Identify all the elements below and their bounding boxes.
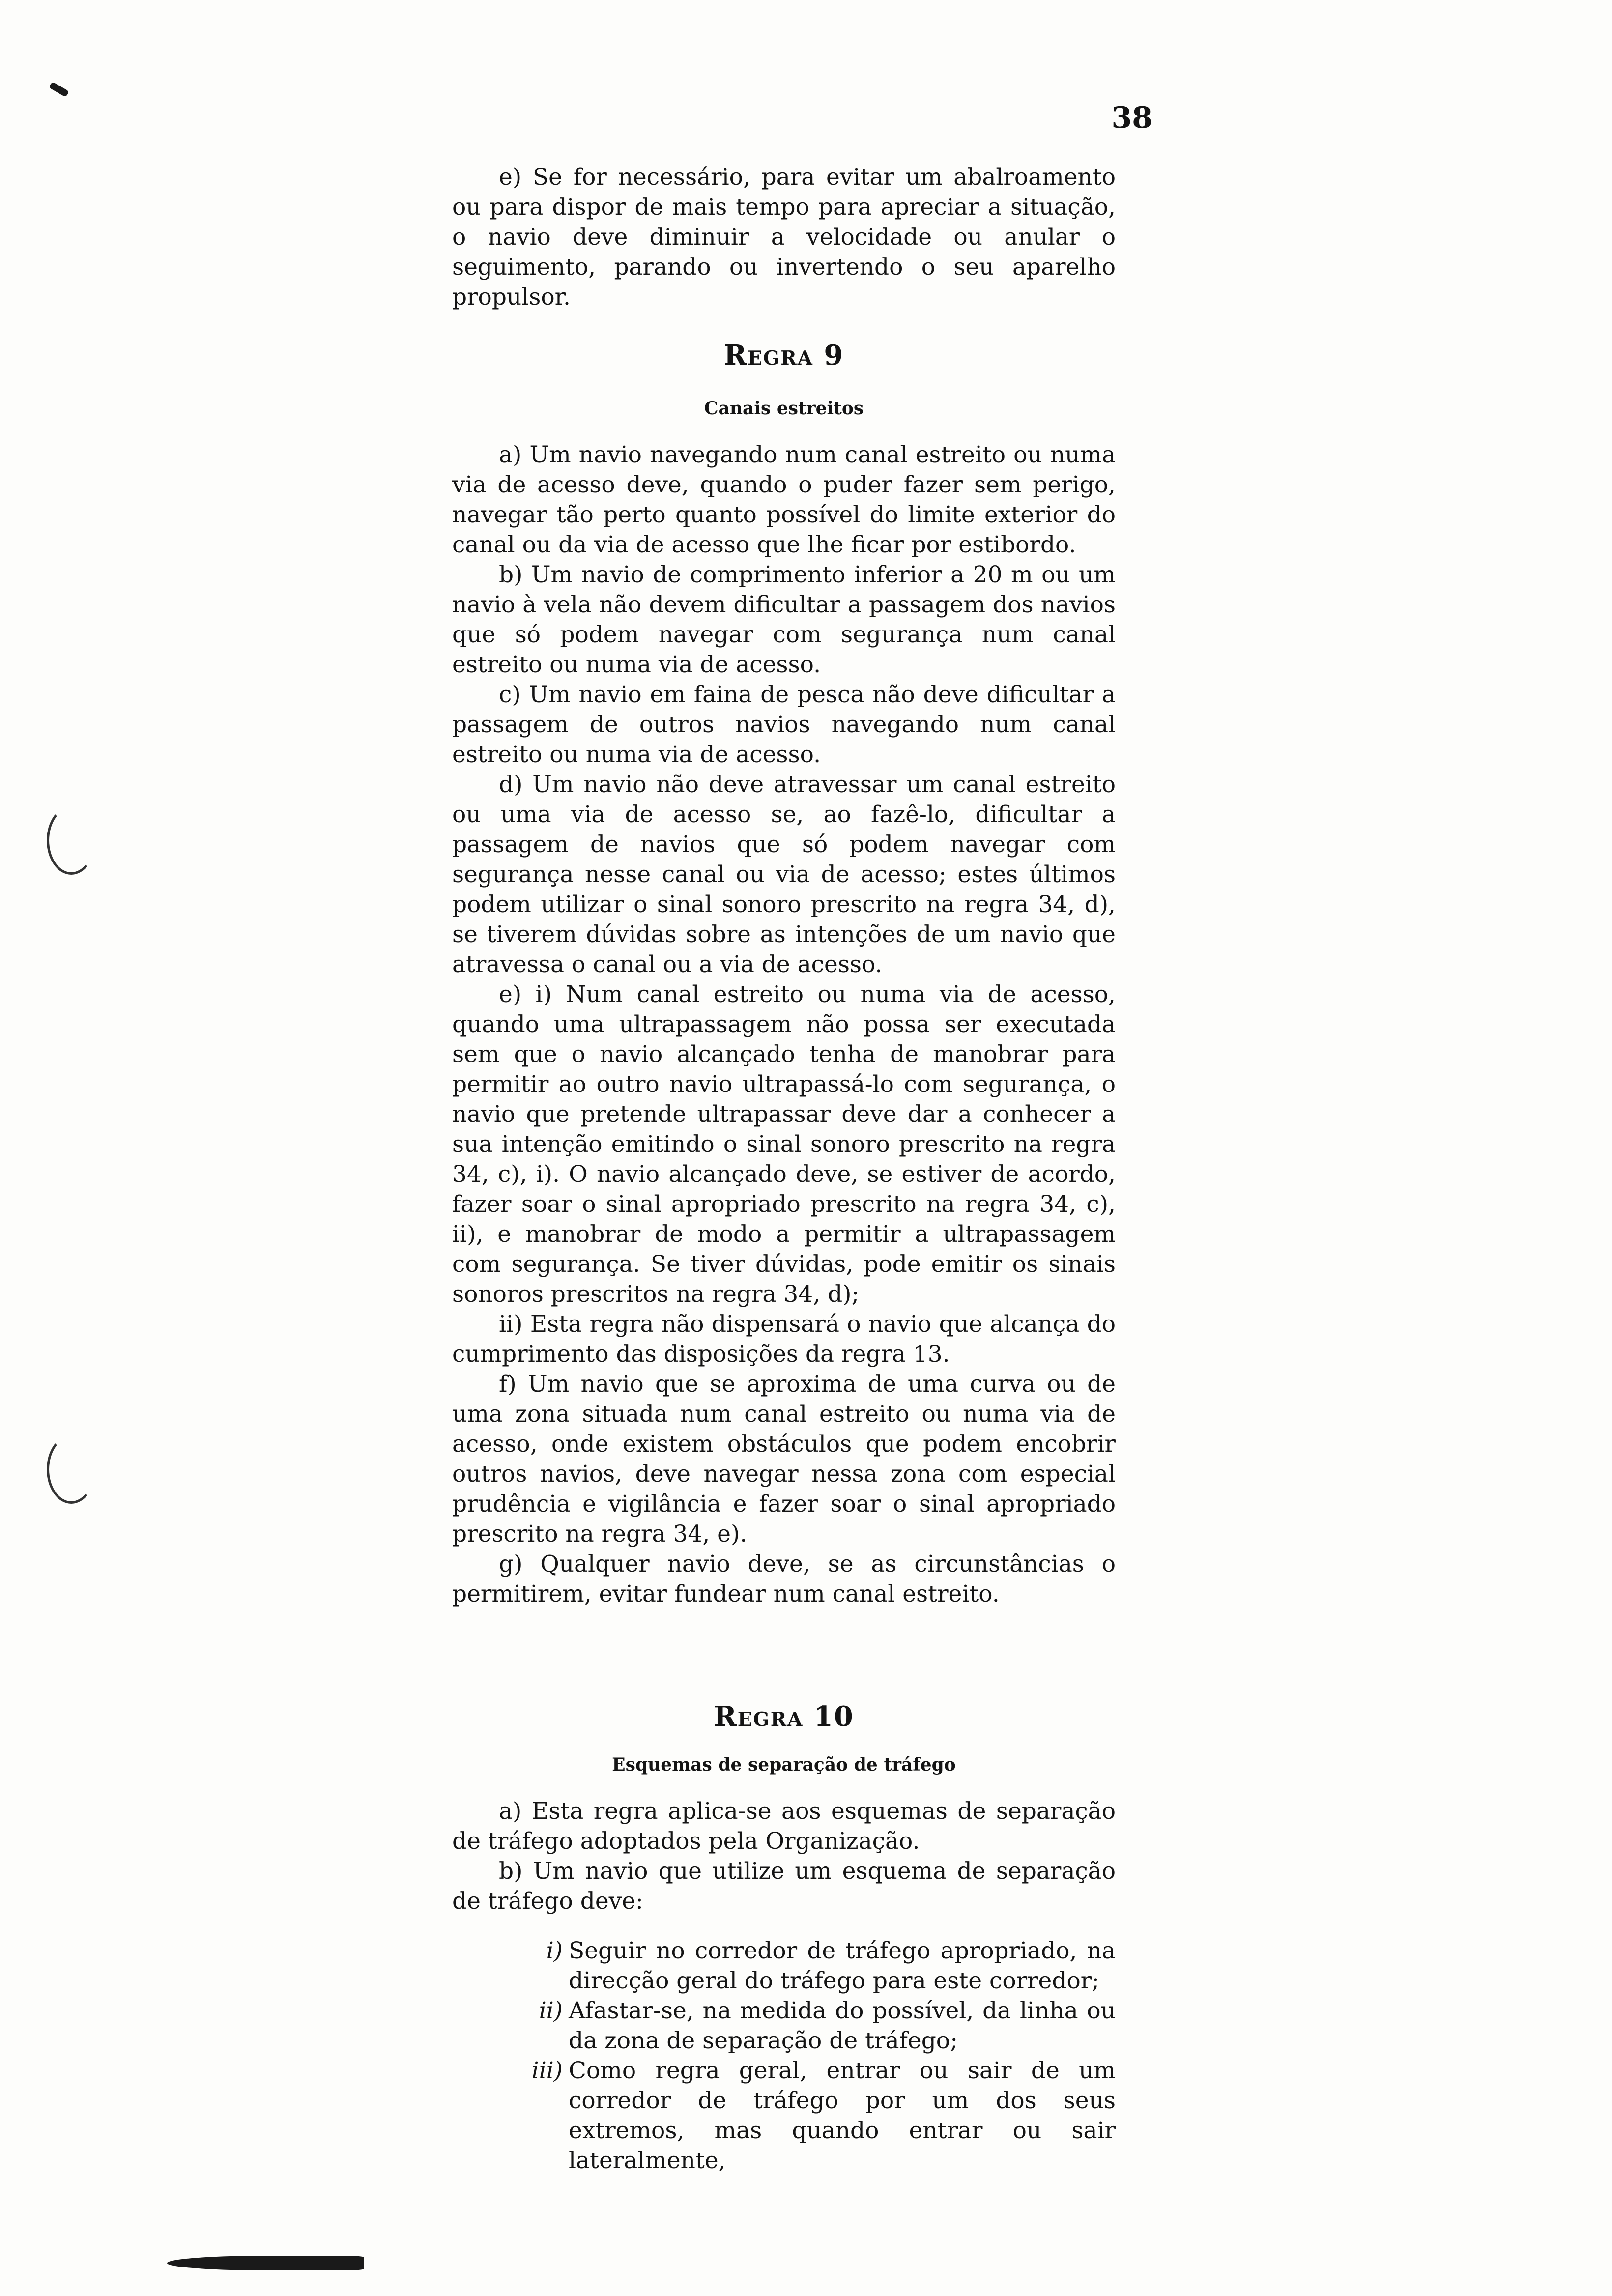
ink-smudge: [167, 2256, 364, 2270]
rule9-subheading: Canais estreitos: [704, 398, 864, 419]
intro-paragraph: e) Se for necessário, para evitar um abalroamento ou para dispor de mais tempo para apreciar a situação, o navio deve diminuir a velocidade ou anular o seguimento, parando ou invertendo o seu aparelho propulsor.: [452, 164, 1116, 311]
rule9-paragraph-f: f) Um navio que se aproxima de uma curva ou de uma zona situada num canal estreito ou numa via de acesso, onde existem obstáculos que podem encobrir outros navios, deve navegar nessa zona com especial prudência e vigilância e fazer soar o sinal apropriado prescrito na regra 34, e).: [452, 1371, 1116, 1548]
rule10-item: [509, 1996, 1116, 2056]
page-number: 38: [1111, 101, 1152, 135]
rule10-item-number: i): [546, 1937, 563, 1964]
rule10-item: [509, 2056, 1116, 2176]
rule9-paragraph-b: b) Um navio de comprimento inferior a 20 m ou um navio à vela não devem dificultar a passagem dos navios que só podem navegar com segurança num canal estreito ou numa via de acesso.: [452, 561, 1116, 678]
rule10-subheading: Esquemas de separação de tráfego: [612, 1754, 956, 1775]
rule10-paragraph-b: b) Um navio que utilize um esquema de separação de tráfego deve:: [452, 1858, 1116, 1915]
binder-hole-mark-upper: [47, 806, 96, 875]
corner-mark: [49, 82, 69, 97]
rule9-paragraph-d: d) Um navio não deve atravessar um canal estreito ou uma via de acesso se, ao fazê-lo, dificultar a passagem de navios que só podem navegar com segurança nesse canal ou via de acesso; estes últimos podem utilizar o sinal sonoro prescrito na regra 34, d), se tiverem dúvidas sobre as intenções de um navio que atravessa o canal ou a via de acesso.: [452, 771, 1116, 978]
rule10-item-text: Como regra geral, entrar ou sair de um corredor de tráfego por um dos seus extremos, mas quando entrar ou sair lateralmente,: [569, 2057, 1116, 2174]
rule9-paragraph-e-i: e) i) Num canal estreito ou numa via de acesso, quando uma ultrapassagem não possa ser executada sem que o navio alcançado tenha de manobrar para permitir ao outro navio ultrapassá-lo com segurança, o navio que pretende ultrapassar deve dar a conhecer a sua intenção emitindo o sinal sonoro prescrito na regra 34, c), i). O navio alcançado deve, se estiver de acordo, fazer soar o sinal apropriado prescrito na regra 34, c), ii), e manobrar de modo a permitir a ultrapassagem com segurança. Se tiver dúvidas, pode emitir os sinais sonoros prescritos na regra 34, d);: [452, 981, 1116, 1308]
rule10-heading: Regra 10: [714, 1700, 854, 1733]
rule10-item-number: ii): [539, 1997, 563, 2024]
rule9-paragraph-e-ii: ii) Esta regra não dispensará o navio que alcança do cumprimento das disposições da regra 13.: [452, 1311, 1116, 1368]
binder-hole-mark-lower: [47, 1435, 96, 1504]
rule10-item-number: iii): [531, 2057, 563, 2084]
rule10-paragraph-a: a) Esta regra aplica-se aos esquemas de separação de tráfego adoptados pela Organização.: [452, 1798, 1116, 1855]
rule9-heading: Regra 9: [723, 339, 844, 372]
rule10-item: [509, 1936, 1116, 1996]
rule9-paragraph-g: g) Qualquer navio deve, se as circunstâncias o permitirem, evitar fundear num canal estreito.: [452, 1550, 1116, 1607]
rule9-paragraph-c: c) Um navio em faina de pesca não deve dificultar a passagem de outros navios navegando num canal estreito ou numa via de acesso.: [452, 681, 1116, 768]
rule10-item-text: Afastar-se, na medida do possível, da linha ou da zona de separação de tráfego;: [569, 1997, 1116, 2054]
rule9-body: [452, 440, 1116, 1609]
intro-paragraph-block: [452, 162, 1116, 312]
rule9-paragraph-a: a) Um navio navegando num canal estreito ou numa via de acesso deve, quando o puder fazer sem perigo, navegar tão perto quanto possível do limite exterior do canal ou da via de acesso que lhe ficar por estibordo.: [452, 441, 1116, 558]
rule10-body: [452, 1796, 1116, 2176]
rule10-item-text: Seguir no corredor de tráfego apropriado, na direcção geral do tráfego para este corredor;: [569, 1937, 1116, 1994]
